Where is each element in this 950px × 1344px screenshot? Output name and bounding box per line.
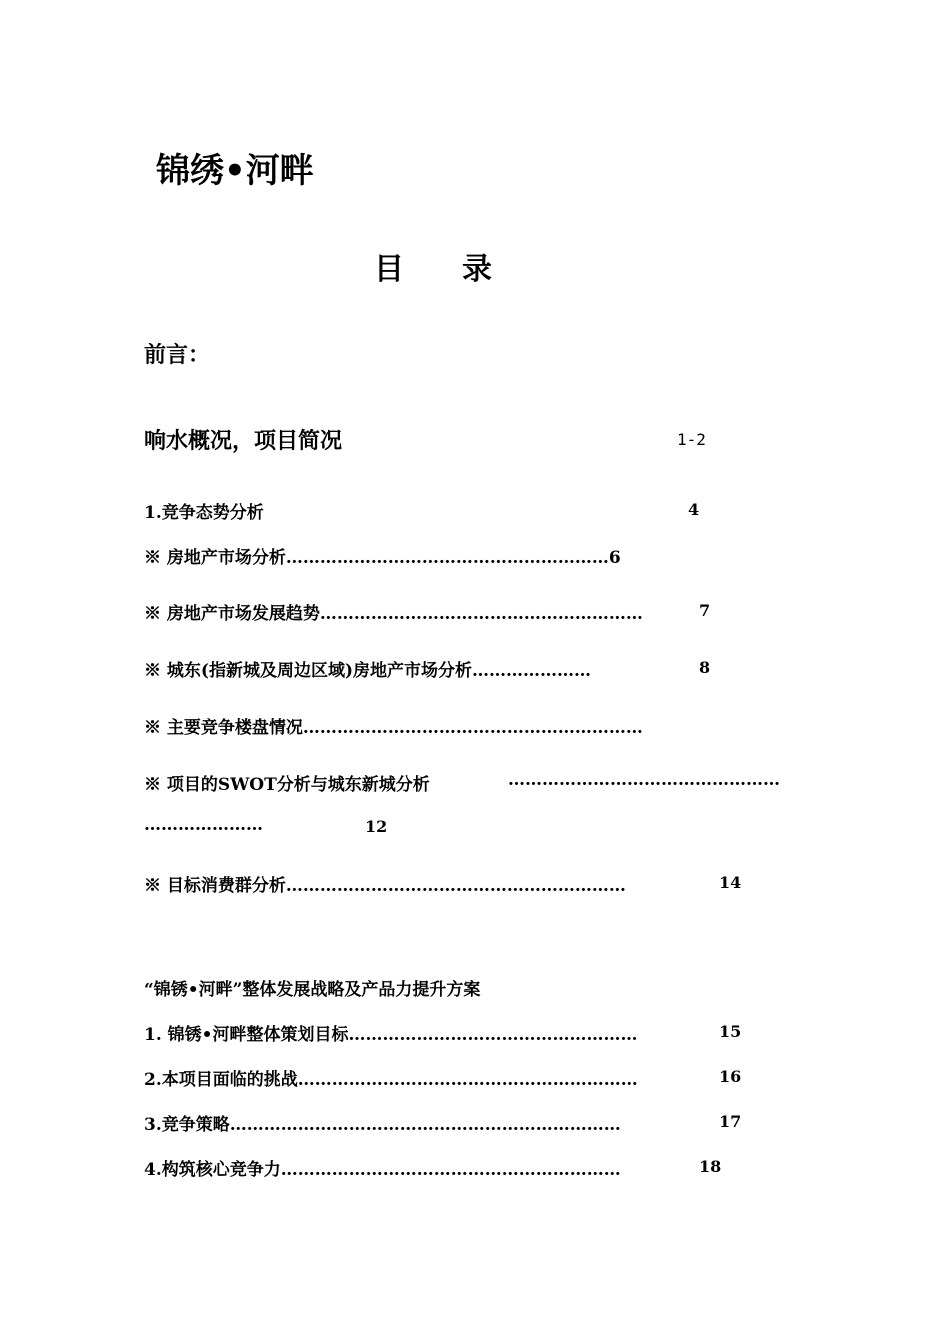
document-title: 锦绣•河畔 [156, 151, 314, 191]
toc-page-number: 1-2 [677, 430, 706, 449]
toc-page-number: 7 [699, 601, 711, 620]
toc-item-competitors: ※ 主要竞争楼盘情况…………………………………………………… [144, 718, 643, 738]
toc-heading: 目录 [374, 252, 550, 287]
toc-page-number: 8 [699, 658, 711, 677]
toc-page-number: 18 [699, 1157, 722, 1176]
toc-item-target-consumers: ※ 目标消费群分析…………………………………………………… [144, 876, 626, 896]
toc-item-competitive-strategy: 3.竞争策略…………………………………………………………… [144, 1115, 621, 1135]
toc-item-swot: ※ 项目的SWOT分析与城东新城分析 [144, 775, 430, 795]
toc-page-number: 14 [719, 873, 742, 892]
toc-item-market-analysis: ※ 房地产市场分析…………………………………………………6 [144, 548, 621, 568]
toc-item-planning-goal: 1. 锦锈•河畔整体策划目标…………………………………………… [144, 1025, 638, 1045]
preface-heading: 前言： [144, 342, 211, 368]
toc-section-overview: 响水概况，项目简况 [144, 428, 343, 454]
toc-leader-dots: ………………………………………… [508, 770, 780, 790]
toc-item-east-market: ※ 城东(指新城及周边区域)房地产市场分析………………… [144, 661, 592, 681]
toc-section-strategy: “锦锈•河畔”整体发展战略及产品力提升方案 [144, 980, 481, 1000]
toc-item-market-trend: ※ 房地产市场发展趋势………………………………………………… [144, 604, 643, 624]
toc-leader-dots: ………………… [144, 815, 263, 835]
toc-page-number: 16 [719, 1067, 742, 1086]
toc-item-core-competence: 4.构筑核心竞争力…………………………………………………… [144, 1160, 621, 1180]
toc-page-number: 4 [688, 500, 700, 519]
toc-item-challenges: 2.本项目面临的挑战…………………………………………………… [144, 1070, 638, 1090]
toc-page-number: 12 [365, 817, 388, 836]
toc-part-competition: 1.竞争态势分析 [144, 503, 264, 523]
toc-page-number: 17 [719, 1112, 742, 1131]
toc-page-number: 15 [719, 1022, 742, 1041]
